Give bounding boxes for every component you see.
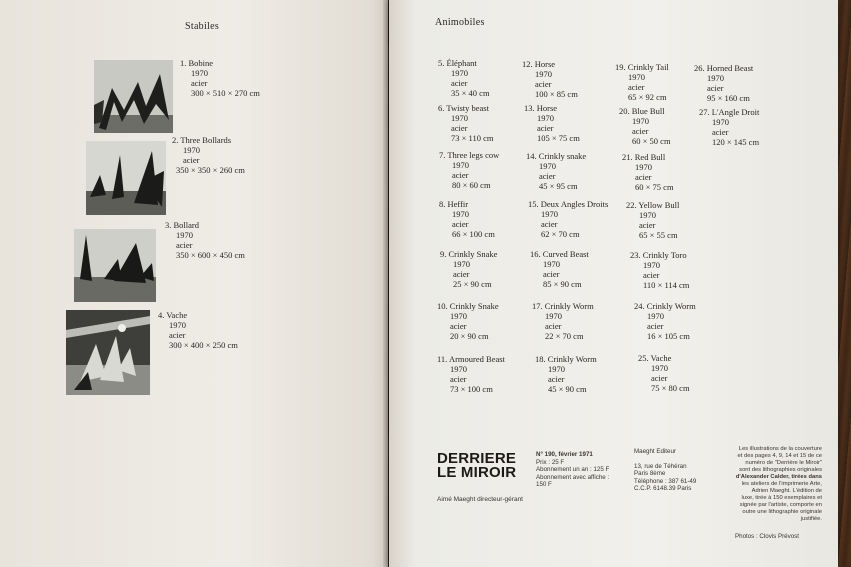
item-title: 8. Heffir [439,199,469,209]
note-line: les ateliers de l'imprimerie Arte, [741,481,822,487]
item-title: 27. L'Angle Droit [699,107,760,117]
left-page [0,0,388,567]
note-line: outre une lithographie originale [742,509,822,515]
item-year: 1970 [635,162,652,172]
animobile-item [615,62,669,102]
item-material: acier [191,78,208,88]
item-dimensions: 25 × 90 cm [453,279,492,289]
animobile-item [699,107,759,147]
stabile-item [165,220,245,260]
item-year: 1970 [452,160,469,170]
item-dimensions: 120 × 145 cm [712,137,760,147]
item-material: acier [539,171,556,181]
note-line: numéro de "Derrière le Miroir" [745,460,822,466]
animobile-item [532,301,594,341]
item-title: 6. Twisty beast [438,103,489,113]
animobile-item [694,63,753,103]
item-year: 1970 [176,230,193,240]
item-dimensions: 20 × 90 cm [450,331,489,341]
animobile-item [638,353,690,393]
item-year: 1970 [545,311,562,321]
item-material: acier [635,172,652,182]
animobile-item [630,250,689,290]
item-title: 1. Bobine [180,58,214,68]
item-material: acier [651,373,668,383]
item-dimensions: 62 × 70 cm [541,229,580,239]
animobile-item [530,249,589,289]
item-year: 1970 [628,72,645,82]
item-title: 13. Horse [524,103,558,113]
item-material: acier [628,82,645,92]
item-dimensions: 300 × 400 × 250 cm [169,340,238,350]
masthead-line: LE MIROIR [437,464,517,481]
stabile-item [180,58,260,98]
item-title: 24. Crinkly Worm [634,301,696,311]
item-dimensions: 350 × 600 × 450 cm [176,250,245,260]
masthead-line: DERRIERE [437,450,517,467]
item-material: acier [452,170,469,180]
animobile-item [622,152,674,192]
item-material: acier [541,219,558,229]
item-dimensions: 66 × 100 cm [452,229,495,239]
animobile-item [535,354,597,394]
issue-info [536,451,609,489]
animobile-item [619,106,671,146]
issue-line: Abonnement un an : 125 F [536,466,610,473]
item-material: acier [452,219,469,229]
item-title: 25. Vache [638,353,672,363]
item-title: 21. Red Bull [622,152,666,162]
item-title: 16. Curved Beast [530,249,589,259]
photo-bollard [74,229,156,302]
issue-line: Abonnement avec affiche : [536,473,610,481]
item-dimensions: 73 × 110 cm [451,133,494,143]
photo-bobine [94,60,173,133]
animobile-item [439,150,499,190]
item-year: 1970 [169,320,186,330]
publisher-line: C.C.P. 6148.39 Paris [634,485,692,492]
section-title-stabiles: Stabiles [185,21,220,32]
item-dimensions: 16 × 105 cm [647,331,690,341]
item-material: acier [176,240,193,250]
item-material: acier [712,127,729,137]
item-dimensions: 100 × 85 cm [535,89,578,99]
item-year: 1970 [707,73,724,83]
animobile-item [528,199,608,239]
note-line: Les illustrations de la couverture [738,446,822,452]
item-dimensions: 80 × 60 cm [452,180,491,190]
animobile-item [526,151,586,191]
note-line: sont des lithographies originales [739,467,822,473]
publisher-line: Paris 8ème [634,470,666,477]
animobile-item [438,103,494,143]
item-material: acier [453,269,470,279]
item-material: acier [451,123,468,133]
item-material: acier [632,126,649,136]
item-dimensions: 65 × 92 cm [628,92,667,102]
item-title: 20. Blue Bull [619,106,665,116]
issue-line: 150 F [536,481,552,488]
note-line: d'Alexander Calder, tirées dans [735,474,822,480]
photo-credit: Photos : Clovis Prévost [735,533,799,540]
item-year: 1970 [647,311,664,321]
item-dimensions: 22 × 70 cm [545,331,584,341]
note-line: et des pages 4, 9, 14 et 15 de ce [737,453,822,459]
item-title: 10. Crinkly Snake [437,301,499,311]
item-dimensions: 60 × 75 cm [635,182,674,192]
note-line: signée par l'artiste, comporte en [739,502,822,508]
item-title: 15. Deux Angles Droits [528,199,609,209]
item-year: 1970 [453,259,470,269]
item-title: 5. Éléphant [438,58,477,68]
item-year: 1970 [450,364,467,374]
item-material: acier [535,79,552,89]
publisher-line: Téléphone : 387 61-49 [634,477,697,485]
item-material: acier [537,123,554,133]
item-year: 1970 [539,161,556,171]
item-year: 1970 [643,260,660,270]
item-material: acier [647,321,664,331]
item-title: 23. Crinkly Toro [630,250,687,260]
item-title: 22. Yellow Bull [626,200,680,210]
item-material: acier [548,374,565,384]
item-dimensions: 45 × 90 cm [548,384,587,394]
item-material: acier [169,330,186,340]
stabile-item [158,310,238,350]
photo-vache [66,310,150,395]
animobile-item [437,301,499,341]
item-material: acier [707,83,724,93]
animobile-item [437,354,505,394]
item-dimensions: 45 × 95 cm [539,181,578,191]
item-title: 17. Crinkly Worm [532,301,594,311]
item-year: 1970 [651,363,668,373]
item-dimensions: 300 × 510 × 270 cm [191,88,260,98]
item-title: 2. Three Bollards [172,135,232,145]
animobile-item [438,58,490,98]
section-title-animobiles: Animobiles [435,17,485,28]
animobile-item [634,301,696,341]
item-year: 1970 [712,117,729,127]
publisher-line: 13, rue de Téhéran [634,462,687,470]
item-dimensions: 110 × 114 cm [643,280,690,290]
item-material: acier [643,270,660,280]
note-line: justifiée. [800,516,822,522]
item-dimensions: 65 × 55 cm [639,230,678,240]
item-year: 1970 [183,145,200,155]
item-title: 19. Crinkly Tail [615,62,669,72]
item-material: acier [450,321,467,331]
animobile-item [439,199,495,239]
item-year: 1970 [541,209,558,219]
item-year: 1970 [537,113,554,123]
item-material: acier [639,220,656,230]
item-year: 1970 [632,116,649,126]
item-material: acier [543,269,560,279]
item-year: 1970 [535,69,552,79]
item-title: 12. Horse [522,59,556,69]
item-year: 1970 [639,210,656,220]
animobile-item [524,103,580,143]
item-year: 1970 [452,209,469,219]
director-credit: Aimé Maeght directeur-gérant [437,496,523,503]
item-year: 1970 [191,68,208,78]
item-dimensions: 350 × 350 × 260 cm [176,165,245,175]
item-dimensions: 75 × 80 cm [651,383,690,393]
item-title: 4. Vache [158,310,188,320]
item-title: 26. Horned Beast [694,63,754,73]
item-material: acier [545,321,562,331]
masthead-logo [437,452,516,480]
item-dimensions: 35 × 40 cm [451,88,490,98]
item-material: acier [451,78,468,88]
animobile-item [440,249,497,289]
item-material: acier [183,155,200,165]
publisher-info [634,448,696,493]
item-year: 1970 [450,311,467,321]
issue-line: N° 190, février 1971 [536,451,593,458]
photo-three-bollards [86,141,166,215]
item-material: acier [450,374,467,384]
item-dimensions: 73 × 100 cm [450,384,493,394]
item-title: 18. Crinkly Worm [535,354,597,364]
item-year: 1970 [451,68,468,78]
item-year: 1970 [543,259,560,269]
publisher-line: Maeght Editeur [634,448,676,455]
animobile-item [522,59,578,99]
item-title: 7. Three legs cow [439,150,500,160]
issue-line: Prix : 25 F [536,458,565,466]
note-line: luxe, tirée à 150 exemplaires et [741,495,822,501]
lithograph-note [722,446,822,523]
item-dimensions: 95 × 160 cm [707,93,750,103]
item-title: 14. Crinkly snake [526,151,587,161]
item-title: 9. Crinkly Snake [440,249,498,259]
note-line: Adrien Maeght. L'édition de [751,488,822,494]
animobile-item [626,200,679,240]
item-dimensions: 105 × 75 cm [537,133,580,143]
item-title: 3. Bollard [165,220,199,230]
stabile-item [172,135,245,175]
item-dimensions: 85 × 90 cm [543,279,582,289]
item-dimensions: 60 × 50 cm [632,136,671,146]
item-year: 1970 [451,113,468,123]
item-year: 1970 [548,364,565,374]
item-title: 11. Armoured Beast [437,354,505,364]
